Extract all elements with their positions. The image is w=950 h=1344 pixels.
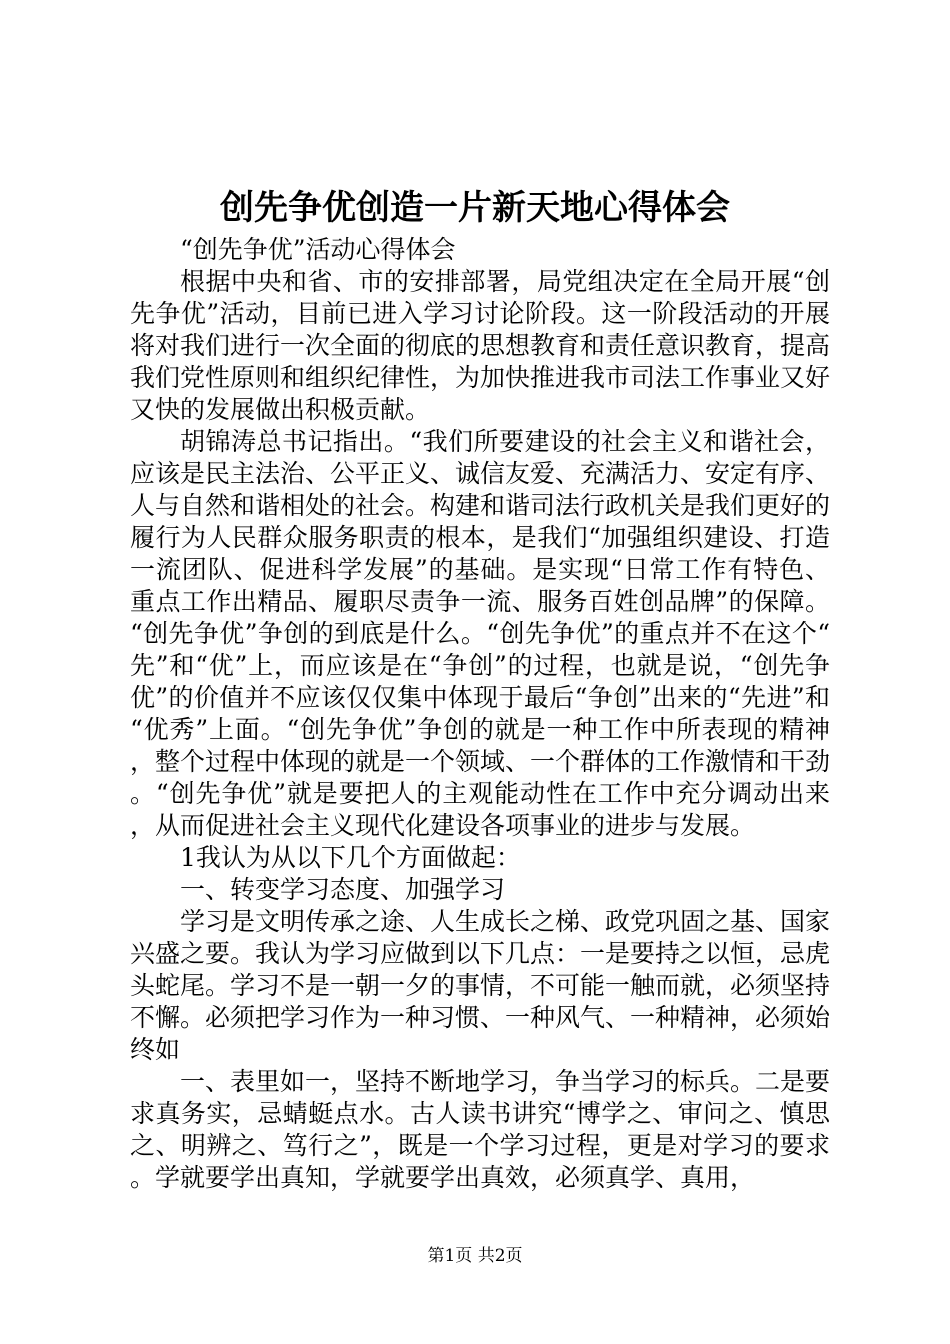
page-number-footer: 第1页 共2页: [427, 1246, 523, 1266]
body-paragraph: 胡锦涛总书记指出。“我们所要建设的社会主义和谐社会，应该是民主法治、公平正义、诚信友爱、充满活力、安定有序、人与自然和谐相处的社会。构建和谐司法行政机关是我们更好的履行为人民群众服务职责的根本，是我们“加强组织建设、打造一流团队、促进科学发展”的基础。是实现“日常工作有特色、重点工作出精品、履职尽责争一流、服务百姓创品牌”的保障。“创先争优”争创的到底是什么。“创先争优”的重点并不在这个“先”和“优”上，而应该是在“争创”的过程，也就是说，“创先争优”的价值并不应该仅仅集中体现于最后“争创”出来的“先进”和“优秀”上面。“创先争优”争创的就是一种工作中所表现的精神，整个过程中体现的就是一个领域、一个群体的工作激情和干劲。“创先争优”就是要把人的主观能动性在工作中充分调动出来，从而促进社会主义现代化建设各项事业的进步与发展。: [130, 427, 831, 840]
body-paragraph: 根据中央和省、市的安排部署，局党组决定在全局开展“创先争优”活动，目前已进入学习讨论阶段。这一阶段活动的开展将对我们进行一次全面的彻底的思想教育和责任意识教育，提高我们党性原则和组织纪律性，为加快推进我市司法工作事业又好又快的发展做出积极贡献。: [130, 267, 831, 424]
body-paragraph: 一、表里如一，坚持不断地学习，争当学习的标兵。二是要求真务实，忌蜻蜓点水。古人读书讲究“博学之、审问之、慎思之、明辨之、笃行之”，既是一个学习过程，更是对学习的要求。学就要学出真知，学就要学出真效，必须真学、真用，: [130, 1067, 831, 1192]
document-title: 创先争优创造一片新天地心得体会: [220, 188, 730, 228]
body-paragraph: 学习是文明传承之途、人生成长之梯、政党巩固之基、国家兴盛之要。我认为学习应做到以下几点：一是要持之以恒，忌虎头蛇尾。学习不是一朝一夕的事情，不可能一触而就，必须坚持不懈。必须把学习作为一种习惯、一种风气、一种精神，必须始终如: [130, 907, 831, 1064]
body-paragraph: 1我认为从以下几个方面做起：: [180, 843, 521, 872]
document-body: [130, 234, 830, 1194]
subtitle-paragraph: “创先争优”活动心得体会: [180, 235, 456, 264]
section-heading: 一、转变学习态度、加强学习: [180, 875, 506, 904]
